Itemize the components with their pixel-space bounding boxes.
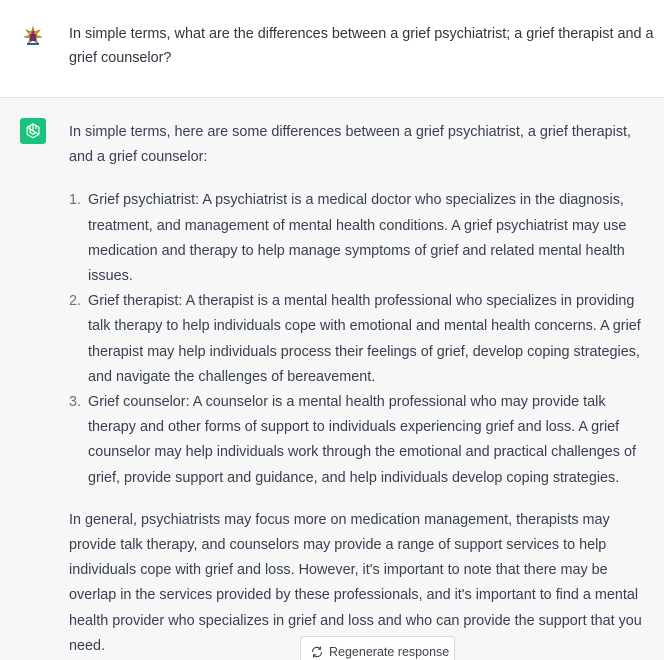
user-message-row: [0, 0, 664, 98]
user-avatar-crest-icon: [21, 24, 45, 48]
differences-list: [69, 188, 657, 490]
regenerate-response-label: Regenerate response: [329, 645, 450, 659]
assistant-message-body: [69, 120, 657, 659]
list-item: [69, 188, 657, 289]
list-item-text: Grief counselor: A counselor is a mental health professional who may provide talk therapy and other forms of support to individuals experiencing grief and loss. A grief counselor may help individuals work through the emotional and practical challenges of grief, provide support and guidance, and help individuals develop coping strategies.: [88, 394, 636, 486]
list-item-number: 3.: [69, 394, 82, 411]
list-item-number: 2.: [69, 293, 82, 310]
list-item: [69, 289, 657, 390]
user-message-text: In simple terms, what are the differences between a grief psychiatrist; a grief therapist and a grief counselor?: [69, 26, 654, 66]
assistant-message-row: [0, 98, 664, 660]
list-item: [69, 390, 657, 491]
regenerate-response-button[interactable]: [300, 636, 455, 660]
list-item-text: Grief psychiatrist: A psychiatrist is a medical doctor who specializes in the diagnosis, treatment, and management of mental health conditions. A grief psychiatrist may use medication and therapy to help manage symptoms of grief and related mental health issues.: [88, 192, 627, 285]
list-item-number: 1.: [69, 192, 82, 209]
chatgpt-logo-icon: [20, 118, 46, 144]
assistant-conclusion: In general, psychiatrists may focus more on medication management, therapists may provide talk therapy, and counselors may provide a range of support services to help individuals cope with grief and loss. However, it's important to note that there may be overlap in the services provided by these professionals, and it's important to find a mental health provider who specializes in grief and loss and who can provide the support that you need.: [69, 511, 642, 654]
refresh-icon: [311, 645, 323, 660]
list-item-text: Grief therapist: A therapist is a mental health professional who specializes in providing talk therapy to help individuals cope with emotional and mental health concerns. A grief therapist may help individuals process their feelings of grief, develop coping strategies, and navigate the challenges of bereavement.: [88, 293, 641, 385]
assistant-intro: In simple terms, here are some differences between a grief psychiatrist, a grief therapist, and a grief counselor:: [69, 124, 632, 166]
